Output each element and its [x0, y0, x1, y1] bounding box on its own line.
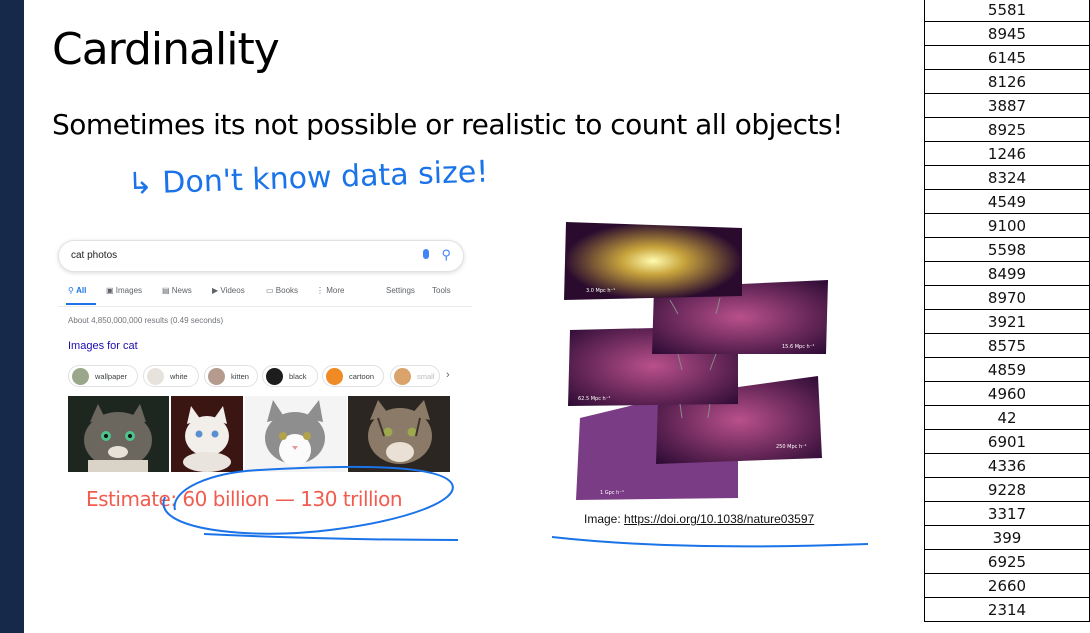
result-stats: About 4,850,000,000 results (0.49 seconds) — [68, 316, 224, 325]
images-for-cat-link[interactable]: Images for cat — [68, 340, 138, 352]
chip-kitten[interactable]: kitten — [204, 365, 258, 387]
table-row: 2660 — [925, 574, 1089, 598]
simulation-zoom-figure — [560, 218, 830, 508]
chip-thumb-icon — [147, 368, 164, 385]
image-caption: Image: https://doi.org/10.1038/nature03597 — [584, 512, 815, 526]
tab-more[interactable]: ⋮ More — [316, 286, 345, 295]
table-row: 3921 — [925, 310, 1089, 334]
table-row: 8575 — [925, 334, 1089, 358]
slide-title: Cardinality — [52, 24, 279, 75]
table-row: 3887 — [925, 94, 1089, 118]
table-row: 9100 — [925, 214, 1089, 238]
table-row: 5598 — [925, 238, 1089, 262]
tab-news[interactable]: ▤ News — [162, 286, 192, 295]
search-box[interactable] — [58, 240, 464, 272]
table-row: 8925 — [925, 118, 1089, 142]
search-query[interactable]: cat photos — [71, 250, 118, 261]
table-row: 4859 — [925, 358, 1089, 382]
chevron-right-icon[interactable]: › — [446, 369, 450, 381]
table-row: 8499 — [925, 262, 1089, 286]
chip-cartoon[interactable]: cartoon — [322, 365, 384, 387]
settings-link[interactable]: Settings — [386, 286, 415, 295]
chip-thumb-icon — [208, 368, 225, 385]
table-row: 3317 — [925, 502, 1089, 526]
cat-photo-1[interactable] — [68, 396, 169, 472]
cat-photo-4[interactable] — [348, 396, 450, 472]
search-icon[interactable]: ⚲ — [441, 247, 451, 262]
table-row: 4960 — [925, 382, 1089, 406]
ink-underline-left — [204, 534, 458, 540]
table-row: 6145 — [925, 46, 1089, 70]
table-row: 8324 — [925, 166, 1089, 190]
search-tabs — [68, 286, 468, 306]
table-row: 8970 — [925, 286, 1089, 310]
chip-thumb-icon — [326, 368, 343, 385]
chip-small[interactable]: small — [390, 365, 440, 387]
sim-label-3mpc: 3.0 Mpc h⁻¹ — [586, 288, 616, 294]
tabs-divider — [58, 306, 472, 307]
table-row: 4336 — [925, 454, 1089, 478]
sim-label-62mpc: 62.5 Mpc h⁻¹ — [578, 396, 611, 402]
table-row: 399 — [925, 526, 1089, 550]
ink-underline-right — [552, 537, 868, 546]
tools-link[interactable]: Tools — [432, 286, 451, 295]
microphone-icon[interactable] — [423, 249, 429, 259]
table-row: 8126 — [925, 70, 1089, 94]
chip-thumb-icon — [72, 368, 89, 385]
table-row: 2314 — [925, 598, 1089, 622]
number-table — [924, 0, 1090, 622]
sim-label-15mpc: 15.6 Mpc h⁻¹ — [782, 344, 815, 350]
table-row: 6925 — [925, 550, 1089, 574]
slide-subtitle: Sometimes its not possible or realistic to count all objects! — [52, 108, 843, 141]
slide-left-bar — [0, 0, 24, 633]
table-row: 42 — [925, 406, 1089, 430]
chip-thumb-icon — [266, 368, 283, 385]
chip-wallpaper[interactable]: wallpaper — [68, 365, 138, 387]
table-row: 6901 — [925, 430, 1089, 454]
table-row: 5581 — [925, 0, 1089, 22]
table-row: 8945 — [925, 22, 1089, 46]
active-tab-underline — [66, 303, 96, 305]
table-row: 4549 — [925, 190, 1089, 214]
tab-all[interactable]: ⚲ All — [68, 286, 87, 295]
chip-black[interactable]: black — [262, 365, 318, 387]
doi-link[interactable]: https://doi.org/10.1038/nature03597 — [624, 512, 815, 526]
estimate-text: Estimate: 60 billion — 130 trillion — [86, 487, 403, 511]
tab-images[interactable]: ▣ Images — [106, 286, 143, 295]
sim-label-1gpc: 1 Gpc h⁻¹ — [600, 490, 624, 496]
sim-label-250mpc: 250 Mpc h⁻¹ — [776, 444, 807, 450]
handwritten-note: ↳ Don't know data size! — [127, 154, 489, 202]
chip-white[interactable]: white — [143, 365, 199, 387]
cat-photo-3[interactable] — [245, 396, 347, 472]
table-row: 9228 — [925, 478, 1089, 502]
tab-books[interactable]: ▭ Books — [266, 286, 299, 295]
table-row: 1246 — [925, 142, 1089, 166]
chip-thumb-icon — [394, 368, 411, 385]
cat-photo-2[interactable] — [171, 396, 243, 472]
tab-videos[interactable]: ▶ Videos — [212, 286, 245, 295]
